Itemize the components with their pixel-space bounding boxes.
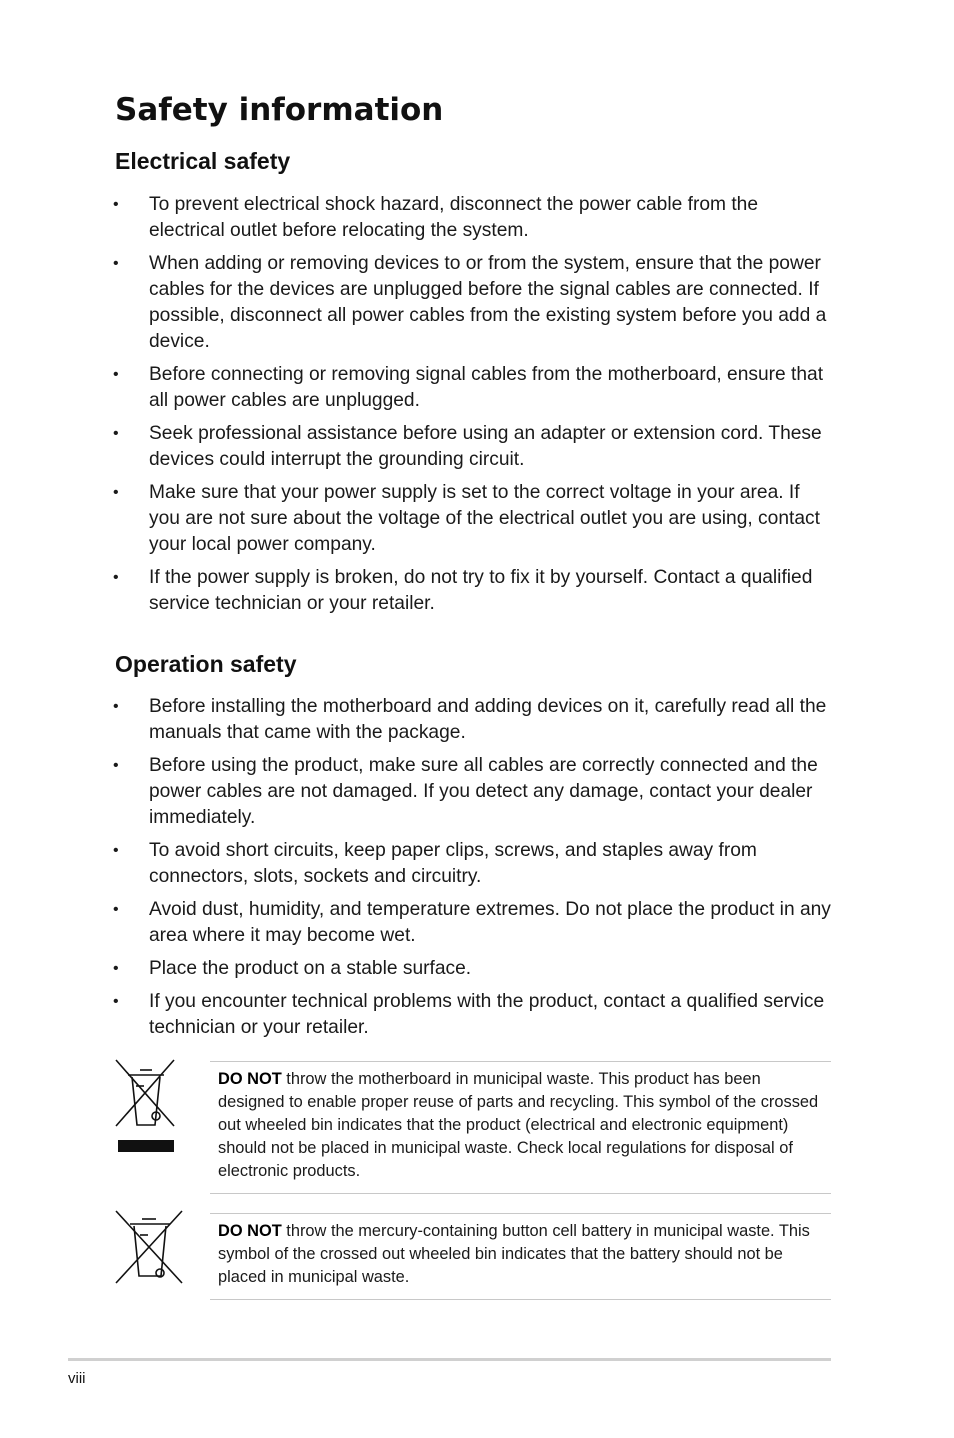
bullet-icon: • <box>113 757 119 774</box>
page-number: viii <box>68 1370 86 1387</box>
note-text: throw the mercury-containing button cell battery in municipal waste. This symbol of the crossed out wheeled bin indicates that the battery should not be placed in municipal waste. <box>218 1222 810 1286</box>
bullet-icon: • <box>113 842 119 859</box>
bullet-icon: • <box>113 901 119 918</box>
list-item-text: Before connecting or removing signal cables from the motherboard, ensure that all power cables are unplugged. <box>149 364 824 411</box>
list-item <box>113 192 833 244</box>
list-item-text: Avoid dust, humidity, and temperature extremes. Do not place the product in any area where it may become wet. <box>149 899 831 946</box>
list-item-text: When adding or removing devices to or from the system, ensure that the power cables for the devices are unplugged before the signal cables are connected. If possible, disconnect all power cables from the existing system before you add a device. <box>149 253 827 352</box>
list-item <box>113 565 833 617</box>
operation-safety-list <box>113 694 833 1048</box>
list-item-text: If you encounter technical problems with the product, contact a qualified service technician or your retailer. <box>149 991 825 1038</box>
list-item <box>113 362 833 414</box>
bullet-icon: • <box>113 569 119 586</box>
list-item <box>113 251 833 355</box>
list-item <box>113 897 833 949</box>
bullet-icon: • <box>113 993 119 1010</box>
bullet-icon: • <box>113 366 119 383</box>
list-item-text: Place the product on a stable surface. <box>149 958 472 979</box>
weee-disposal-note <box>210 1061 831 1194</box>
list-item-text: Before installing the motherboard and adding devices on it, carefully read all the manuals that came with the package. <box>149 696 827 743</box>
list-item-text: To avoid short circuits, keep paper clips, screws, and staples away from connectors, slots, sockets and circuitry. <box>149 840 757 887</box>
list-item-text: To prevent electrical shock hazard, disconnect the power cable from the electrical outlet before relocating the system. <box>149 194 758 241</box>
note-emphasis: DO NOT <box>218 1222 282 1240</box>
bullet-icon: • <box>113 425 119 442</box>
list-item-text: If the power supply is broken, do not try to fix it by yourself. Contact a qualified service technician or your retailer. <box>149 567 813 614</box>
page-title: Safety information <box>115 92 444 128</box>
crossed-battery-bin-icon <box>112 1209 188 1289</box>
operation-safety-heading: Operation safety <box>115 651 297 677</box>
list-item-text: Make sure that your power supply is set to the correct voltage in your area. If you are not sure about the voltage of the electrical outlet you are using, contact your local power company. <box>149 482 820 555</box>
list-item <box>113 956 833 982</box>
note-emphasis: DO NOT <box>218 1070 282 1088</box>
list-item <box>113 480 833 558</box>
list-item-text: Seek professional assistance before using an adapter or extension cord. These devices could interrupt the grounding circuit. <box>149 423 822 470</box>
bullet-icon: • <box>113 484 119 501</box>
electrical-safety-list <box>113 192 833 624</box>
list-item <box>113 753 833 831</box>
list-item <box>113 421 833 473</box>
note-text: throw the motherboard in municipal waste. This product has been designed to enable proper reuse of parts and recycling. This symbol of the crossed out wheeled bin indicates that the product (electrical and electronic equipment) should not be placed in municipal waste. Check local regulations for disposal of electronic products. <box>218 1070 819 1180</box>
electrical-safety-heading: Electrical safety <box>115 148 291 174</box>
list-item-text: Before using the product, make sure all cables are correctly connected and the power cables are not damaged. If you detect any damage, contact your dealer immediately. <box>149 755 818 828</box>
crossed-wheeled-bin-icon <box>112 1058 180 1156</box>
bullet-icon: • <box>113 255 119 272</box>
footer-divider <box>68 1358 831 1361</box>
bullet-icon: • <box>113 698 119 715</box>
bullet-icon: • <box>113 960 119 977</box>
battery-disposal-note <box>210 1213 831 1300</box>
bullet-icon: • <box>113 196 119 213</box>
list-item <box>113 989 833 1041</box>
list-item <box>113 694 833 746</box>
list-item <box>113 838 833 890</box>
